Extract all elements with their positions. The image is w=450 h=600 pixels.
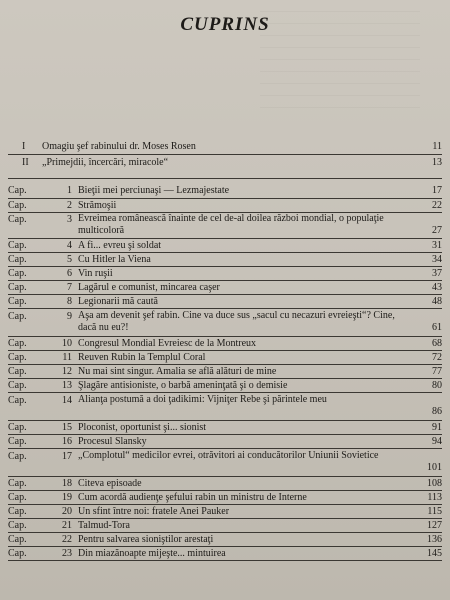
chapter-title: Cu Hitler la Viena: [78, 254, 151, 265]
toc-chapter-row: [8, 337, 442, 350]
toc-chapter-row: [8, 267, 442, 280]
chapter-title: Nu mai sint singur. Amalia se află alături de mine: [78, 366, 277, 377]
page-title: CUPRINS: [180, 14, 270, 35]
chapter-label: Cap.: [8, 366, 27, 377]
chapter-number: 19: [62, 492, 72, 503]
chapter-title: Ploconist, oportunist şi... sionist: [78, 422, 207, 433]
chapter-page: 101: [427, 462, 442, 473]
chapter-number: 14: [62, 395, 72, 406]
chapter-title: Citeva episoade: [78, 478, 142, 489]
chapter-page: 94: [432, 436, 442, 447]
chapter-title: „Complotul“ medicilor evrei, otrăvitori ai conducătorilor Uniunii Sovietice: [78, 450, 379, 461]
chapter-label: Cap.: [8, 214, 27, 225]
chapter-page: 80: [432, 380, 442, 391]
chapter-title: Şlagăre antisioniste, o barbă ameninţată şi o demisie: [78, 380, 288, 391]
chapter-label: Cap.: [8, 185, 27, 196]
toc-chapter-row: [8, 310, 442, 334]
toc-chapter-row: [8, 450, 442, 474]
toc-part-row: [8, 140, 442, 153]
chapter-number: 7: [67, 282, 72, 293]
toc-chapter-row: [8, 421, 442, 434]
chapter-page: 91: [432, 422, 442, 433]
chapter-page: 86: [432, 406, 442, 417]
toc-chapter-row: [8, 505, 442, 518]
chapter-page: 115: [427, 506, 442, 517]
divider-line: [8, 392, 442, 393]
chapter-label: Cap.: [8, 240, 27, 251]
chapter-label: Cap.: [8, 282, 27, 293]
toc-chapter-row: [8, 547, 442, 560]
part-text: Omagiu şef rabinului dr. Moses Rosen: [42, 141, 196, 152]
chapter-label: Cap.: [8, 338, 27, 349]
chapter-number: 17: [62, 451, 72, 462]
chapter-label: Cap.: [8, 436, 27, 447]
chapter-page: 113: [427, 492, 442, 503]
toc-chapter-row: [8, 213, 442, 237]
chapter-label: Cap.: [8, 352, 27, 363]
toc-chapter-row: [8, 519, 442, 532]
chapter-page: 34: [432, 254, 442, 265]
chapter-label: Cap.: [8, 268, 27, 279]
chapter-page: 27: [432, 225, 442, 236]
toc-chapter-row: [8, 491, 442, 504]
chapter-page: 61: [432, 322, 442, 333]
chapter-label: Cap.: [8, 451, 27, 462]
chapter-number: 2: [67, 200, 72, 211]
chapter-title: Din miazănoapte mijeşte... mintuirea: [78, 548, 226, 559]
chapter-label: Cap.: [8, 520, 27, 531]
chapter-title: Strămoşii: [78, 200, 117, 211]
part-text: „Primejdii, încercări, miracole“: [42, 157, 169, 168]
chapter-number: 3: [67, 214, 72, 225]
chapter-number: 9: [67, 311, 72, 322]
chapter-title: Evreimea românească înainte de cel de-al doilea război mondial, o populaţie multicoloră: [78, 213, 384, 236]
chapter-title: A fi... evreu şi soldat: [78, 240, 162, 251]
chapter-number: 12: [62, 366, 72, 377]
toc-chapter-row: [8, 239, 442, 252]
chapter-number: 6: [67, 268, 72, 279]
chapter-title: Aşa am devenit şef rabin. Cine va duce sus „sacul cu necazuri evreieşti“? Cine, dacă nu eu?!: [78, 310, 395, 333]
part-page: 13: [432, 157, 442, 168]
chapter-number: 8: [67, 296, 72, 307]
divider-line: [8, 154, 442, 155]
chapter-label: Cap.: [8, 395, 27, 406]
chapter-title: Vin ruşii: [78, 268, 113, 279]
chapter-page: 17: [432, 185, 442, 196]
chapter-number: 23: [62, 548, 72, 559]
chapter-title: Un sfint între noi: fratele Anei Pauker: [78, 506, 230, 517]
chapter-page: 68: [432, 338, 442, 349]
chapter-number: 18: [62, 478, 72, 489]
toc-chapter-row: [8, 379, 442, 392]
chapter-page: 72: [432, 352, 442, 363]
toc-chapter-row: [8, 394, 442, 418]
toc-chapter-row: [8, 435, 442, 448]
part-page: 11: [432, 141, 442, 152]
chapter-number: 10: [62, 338, 72, 349]
chapter-number: 1: [67, 185, 72, 196]
chapter-page: 127: [427, 520, 442, 531]
toc-chapter-row: [8, 477, 442, 490]
toc-chapter-row: [8, 253, 442, 266]
toc-chapter-row: [8, 533, 442, 546]
chapter-page: 77: [432, 366, 442, 377]
chapter-label: Cap.: [8, 492, 27, 503]
chapter-label: Cap.: [8, 478, 27, 489]
toc-chapter-row: [8, 281, 442, 294]
chapter-number: 13: [62, 380, 72, 391]
toc-chapter-row: [8, 365, 442, 378]
chapter-title: Procesul Slansky: [78, 436, 147, 447]
part-label: II: [22, 157, 29, 168]
chapter-number: 5: [67, 254, 72, 265]
chapter-number: 15: [62, 422, 72, 433]
chapter-page: 136: [427, 534, 442, 545]
chapter-label: Cap.: [8, 548, 27, 559]
chapter-title: Alianţa postumă a doi ţadikimi: Vijniţer Rebe şi părintele meu: [78, 394, 327, 405]
chapter-title: Cum acordă audienţe şefului rabin un ministru de Interne: [78, 492, 307, 503]
chapter-number: 11: [62, 352, 72, 363]
toc-part-row: [8, 156, 442, 169]
chapter-title: Reuven Rubin la Templul Coral: [78, 352, 206, 363]
chapter-number: 4: [67, 240, 72, 251]
chapter-label: Cap.: [8, 311, 27, 322]
chapter-title: Lagărul e comunist, mincarea caşer: [78, 282, 220, 293]
part-label: I: [22, 141, 26, 152]
divider-line: [8, 308, 442, 309]
chapter-page: 37: [432, 268, 442, 279]
chapter-page: 22: [432, 200, 442, 211]
divider-line: [8, 178, 442, 179]
chapter-label: Cap.: [8, 506, 27, 517]
divider-line: [8, 448, 442, 449]
chapter-number: 20: [62, 506, 72, 517]
divider-line: [8, 560, 442, 561]
toc-chapter-row: [8, 351, 442, 364]
chapter-label: Cap.: [8, 380, 27, 391]
chapter-page: 145: [427, 548, 442, 559]
chapter-number: 21: [62, 520, 72, 531]
toc-chapter-row: [8, 184, 442, 197]
chapter-label: Cap.: [8, 422, 27, 433]
chapter-title: Talmud-Tora: [78, 520, 130, 531]
chapter-number: 16: [62, 436, 72, 447]
chapter-page: 108: [427, 478, 442, 489]
chapter-label: Cap.: [8, 200, 27, 211]
chapter-title: Congresul Mondial Evreiesc de la Montreux: [78, 338, 257, 349]
chapter-page: 48: [432, 296, 442, 307]
chapter-label: Cap.: [8, 296, 27, 307]
chapter-title: Legionarii mă caută: [78, 296, 158, 307]
chapter-number: 22: [62, 534, 72, 545]
chapter-page: 43: [432, 282, 442, 293]
chapter-title: Pentru salvarea sioniştilor arestaţi: [78, 534, 214, 545]
chapter-title: Bieţii mei perciunaşi — Lezmajestate: [78, 185, 230, 196]
toc-chapter-row: [8, 199, 442, 212]
chapter-label: Cap.: [8, 534, 27, 545]
chapter-page: 31: [432, 240, 442, 251]
toc-chapter-row: [8, 295, 442, 308]
chapter-label: Cap.: [8, 254, 27, 265]
